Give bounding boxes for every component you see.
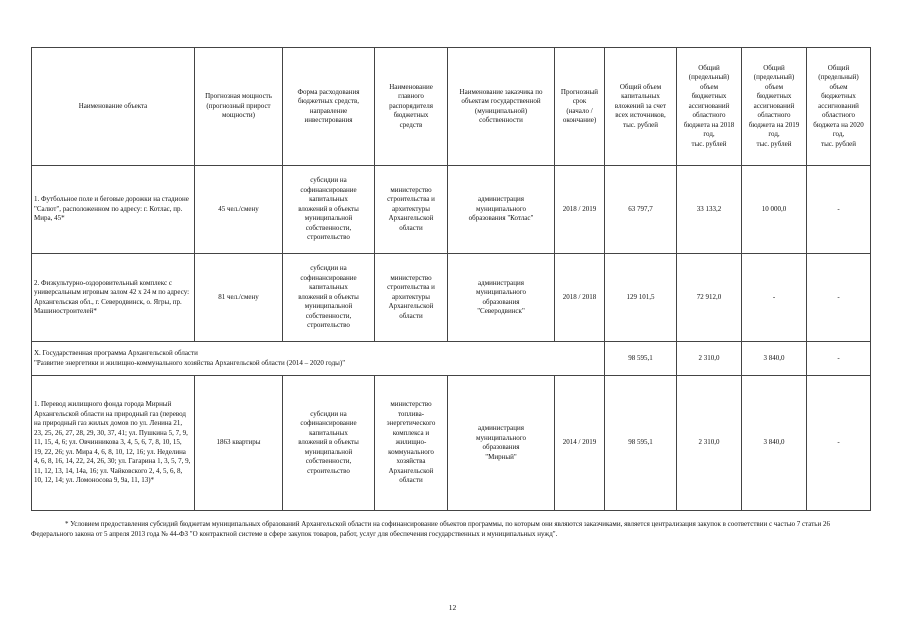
budget-2019: - <box>742 254 807 342</box>
header-budget-2019: Общий (предельный) объем бюджетных ассигнований областного бюджета на 2019 год, тыс. рублей <box>742 48 807 166</box>
budget-2019: 10 000,0 <box>742 166 807 254</box>
section-total-investment: 98 595,1 <box>605 342 677 376</box>
table-row <box>32 254 871 342</box>
spending-form: субсидии на софинансирование капитальных вложений в объекты муниципальной собственности, строительство <box>283 376 375 511</box>
period: 2018 / 2019 <box>555 166 605 254</box>
capacity: 81 чел./смену <box>195 254 283 342</box>
table-header-row <box>32 48 871 166</box>
header-total-investment: Общий объем капитальных вложений за счет всех источников, тыс. рублей <box>605 48 677 166</box>
budget-2018: 72 912,0 <box>677 254 742 342</box>
spending-form: субсидии на софинансирование капитальных вложений в объекты муниципальной собственности, строительство <box>283 166 375 254</box>
budget-2018: 2 310,0 <box>677 376 742 511</box>
table-row <box>32 376 871 511</box>
capacity: 1863 квартиры <box>195 376 283 511</box>
budget-2020: - <box>807 376 871 511</box>
header-capacity: Прогнозная мощность (прогнозный прирост мощности) <box>195 48 283 166</box>
section-title: X. Государственная программа Архангельской области "Развитие энергетики и жилищно-коммунального хозяйства Архангельской области (2014 – 2020 годы)" <box>32 342 605 376</box>
header-period: Прогнозный срок (начало / окончание) <box>555 48 605 166</box>
total-investment: 98 595,1 <box>605 376 677 511</box>
customer: администрация муниципального образования "Северодвинск" <box>448 254 555 342</box>
distributor: министерство строительства и архитектуры Архангельской области <box>375 166 448 254</box>
header-distributor: Наименование главного распорядителя бюджетных средств <box>375 48 448 166</box>
object-name: 1. Перевод жилищного фонда города Мирный Архангельской области на природный газ (перевод на природный газ жилых домов по ул. Ленина 21, 23, 25, 26, 27, 28, 29, 30, 37, 41; ул. Пушкина 5, 7, 9, 11, 15, 4, 6; ул. Овчинникова 3, 4, 5, 6, 7, 8, 10, 15, 19, 22, 26; ул. Мира 4, 6, 8, 10, 12, 16; ул. Неделина 4, 6, 8, 16, 14, 22, 24, 26, 30; ул. Гагарина 1, 3, 5, 7, 9, 11, 12, 13, 14, 14а, 16; ул. Чайковского 2, 4, 5, 6, 8, 10, 12, 14; ул. Ломоносова 9, 9а, 11, 13)* <box>32 376 195 511</box>
period: 2014 / 2019 <box>555 376 605 511</box>
total-investment: 129 101,5 <box>605 254 677 342</box>
budget-2019: 3 840,0 <box>742 376 807 511</box>
header-customer: Наименование заказчика по объектам государственной (муниципальной) собственности <box>448 48 555 166</box>
section-budget-2018: 2 310,0 <box>677 342 742 376</box>
table-row <box>32 166 871 254</box>
customer: администрация муниципального образования "Мирный" <box>448 376 555 511</box>
capacity: 45 чел./смену <box>195 166 283 254</box>
page-number: 12 <box>448 603 457 612</box>
footnote: * Условием предоставления субсидий бюджетам муниципальных образований Архангельской области на софинансирование объектов программы, по которым они являются заказчиками, является централизация закупок в соответствии с частью 7 статьи 26 Федерального закона от 5 апреля 2013 года № 44-ФЗ "О контрактной системе в сфере закупок товаров, работ, услуг для обеспечения государственных и муниципальных нужд". <box>31 520 830 538</box>
object-name: 2. Физкультурно-оздоровительный комплекс с универсальным игровым залом 42 х 24 м по адресу: Архангельская обл., г. Северодвинск, о. Ягры, пр. Машиностроителей* <box>32 254 195 342</box>
total-investment: 63 797,7 <box>605 166 677 254</box>
investment-objects-table <box>31 47 871 511</box>
section-budget-2020: - <box>807 342 871 376</box>
header-object-name: Наименование объекта <box>32 48 195 166</box>
distributor: министерство топлива- энергетического комплекса и жилищно- коммунального хозяйства Архангельской области <box>375 376 448 511</box>
period: 2018 / 2018 <box>555 254 605 342</box>
budget-2020: - <box>807 166 871 254</box>
budget-2018: 33 133,2 <box>677 166 742 254</box>
header-spending-form: Форма расходования бюджетных средств, направление инвестирования <box>283 48 375 166</box>
header-budget-2020: Общий (предельный) объем бюджетных ассигнований областного бюджета на 2020 год, тыс. рублей <box>807 48 871 166</box>
section-budget-2019: 3 840,0 <box>742 342 807 376</box>
distributor: министерство строительства и архитектуры Архангельской области <box>375 254 448 342</box>
object-name: 1. Футбольное поле и беговые дорожки на стадионе "Салют", расположенном по адресу: г. Котлас, пр. Мира, 45* <box>32 166 195 254</box>
customer: администрация муниципального образования "Котлас" <box>448 166 555 254</box>
budget-2020: - <box>807 254 871 342</box>
header-budget-2018: Общий (предельный) объем бюджетных ассигнований областного бюджета на 2018 год, тыс. рублей <box>677 48 742 166</box>
spending-form: субсидии на софинансирование капитальных вложений в объекты муниципальной собственности, строительство <box>283 254 375 342</box>
section-row <box>32 342 871 376</box>
